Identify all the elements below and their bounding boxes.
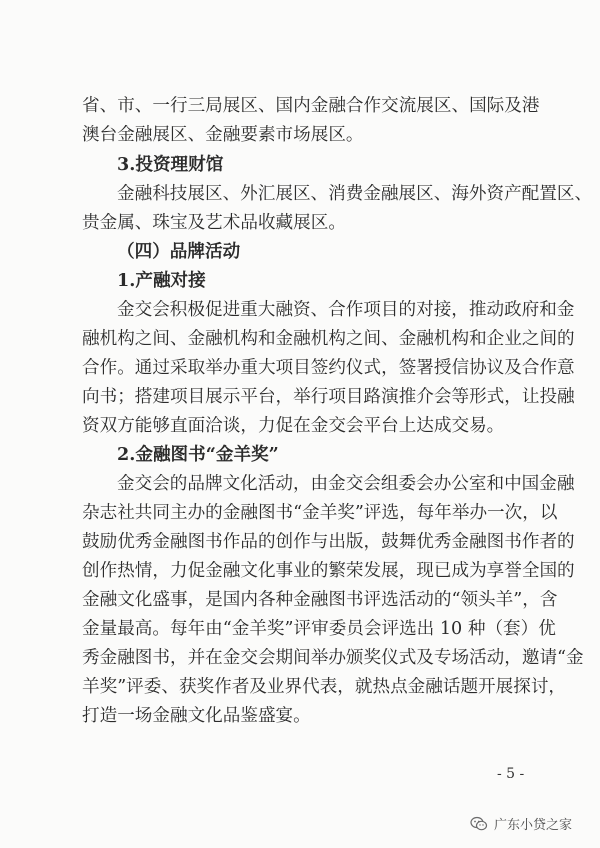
footer-account-name: 广东小贷之家 bbox=[494, 818, 573, 833]
text-line: 打造一场金融文化品鉴盛宴。 bbox=[82, 706, 311, 726]
wechat-icon bbox=[470, 815, 488, 833]
text-line: 贵金属、珠宝及艺术品收藏展区。 bbox=[82, 213, 346, 233]
section-heading: （四）品牌活动 bbox=[117, 241, 241, 262]
section-heading: 2.金融图书“金羊奖” bbox=[117, 444, 279, 465]
text-line: 羊奖”评委、获奖作者及业界代表，就热点金融话题开展探讨， bbox=[82, 677, 567, 697]
watermark-footer bbox=[470, 814, 572, 833]
page-number: - 5 - bbox=[497, 766, 525, 782]
text-line: 金融文化盛事，是国内各种金融图书评选活动的“领头羊”，含 bbox=[82, 590, 558, 610]
text-line: 融机构之间、金融机构和金融机构之间、金融机构和企业之间的 bbox=[82, 329, 575, 349]
text-line: 金交会的品牌文化活动，由金交会组委会办公室和中国金融 bbox=[117, 474, 575, 494]
text-line: 鼓励优秀金融图书作品的创作与出版，鼓舞优秀金融图书作者的 bbox=[82, 532, 575, 552]
section-heading: 1.产融对接 bbox=[117, 270, 206, 291]
text-line: 金融科技展区、外汇展区、消费金融展区、海外资产配置区、 bbox=[117, 184, 593, 204]
text-line: 合作。通过采取举办重大项目签约仪式，签署授信协议及合作意 bbox=[82, 358, 575, 378]
text-line: 澳台金融展区、金融要素市场展区。 bbox=[82, 125, 364, 145]
section-heading: 3.投资理财馆 bbox=[117, 154, 224, 175]
text-line: 金量最高。每年由“金羊奖”评审委员会评选出 10 种（套）优 bbox=[82, 619, 556, 639]
text-line: 金交会积极促进重大融资、合作项目的对接，推动政府和金 bbox=[117, 300, 575, 320]
text-line: 资双方能够直面洽谈，力促在金交会平台上达成交易。 bbox=[82, 416, 505, 436]
text-line: 杂志社共同主办的金融图书“金羊奖”评选，每年举办一次，以 bbox=[82, 503, 558, 523]
text-line: 向书；搭建项目展示平台，举行项目路演推介会等形式，让投融 bbox=[82, 387, 575, 407]
text-line: 秀金融图书，并在金交会期间举办颁奖仪式及专场活动，邀请“金 bbox=[82, 648, 584, 668]
text-line: 省、市、一行三局展区、国内金融合作交流展区、国际及港 bbox=[82, 96, 540, 116]
text-line: 创作热情，力促金融文化事业的繁荣发展，现已成为享誉全国的 bbox=[82, 561, 575, 581]
